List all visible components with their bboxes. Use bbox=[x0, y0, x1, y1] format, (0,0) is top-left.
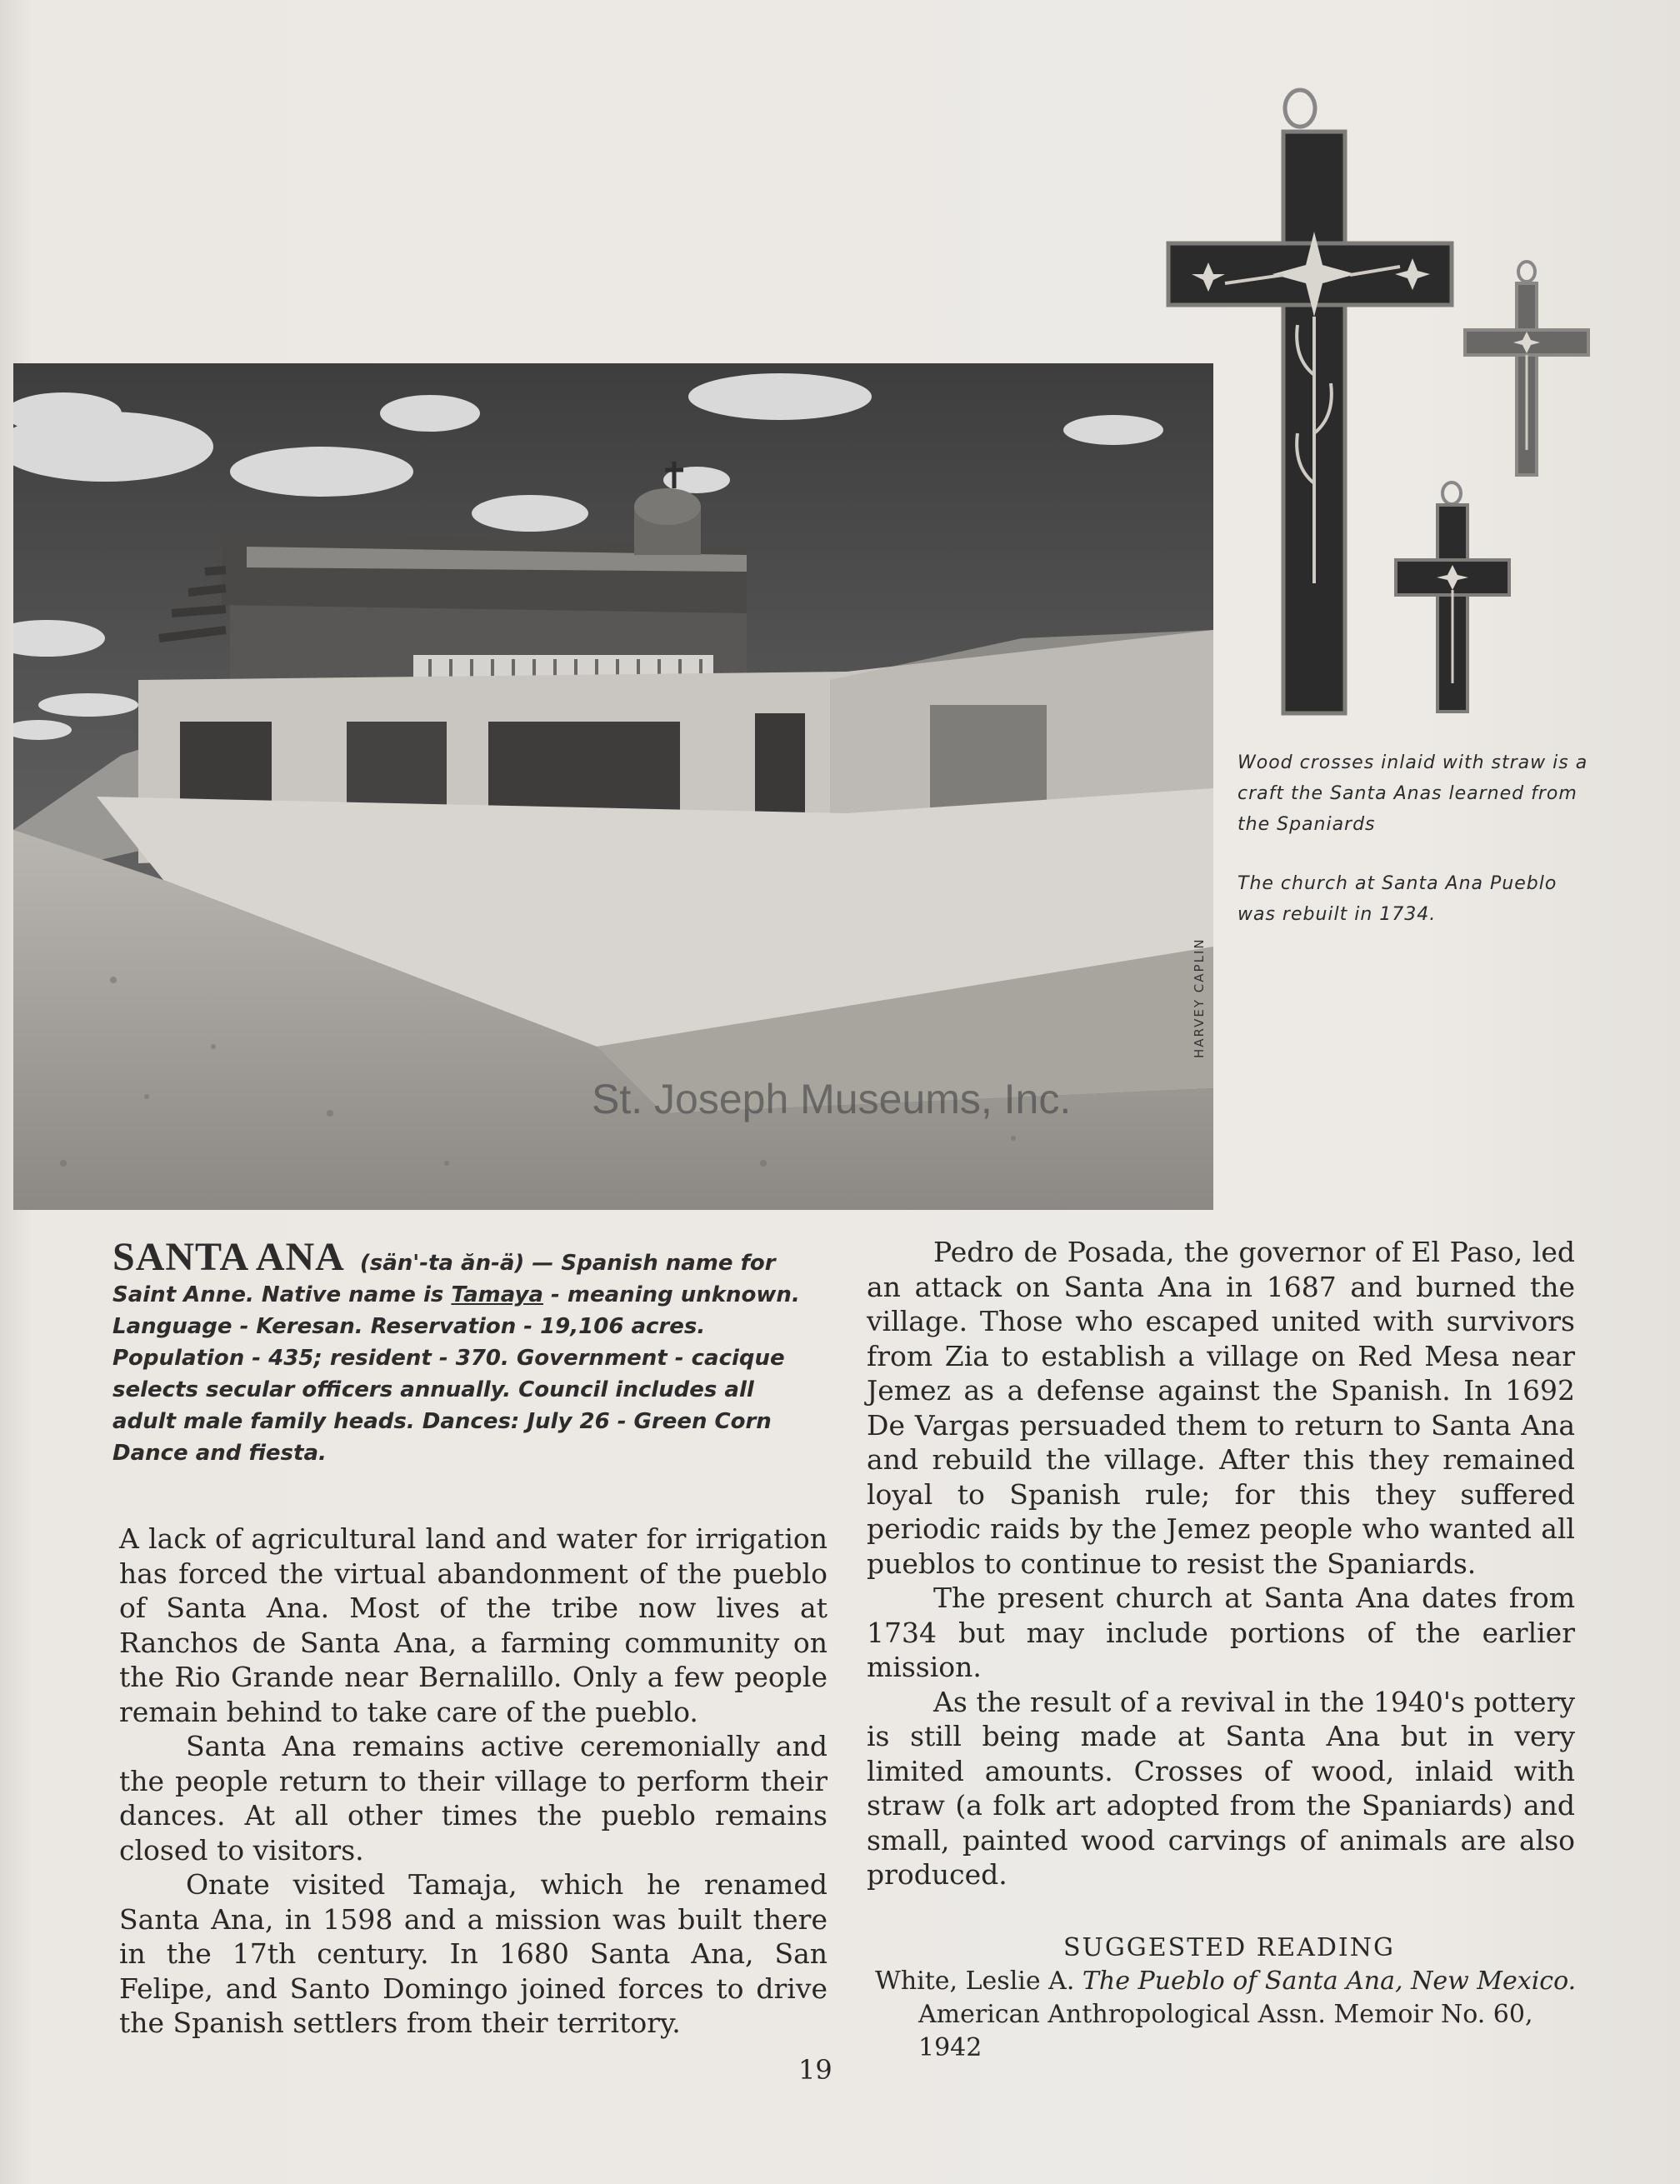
pueblo-facts-intro bbox=[112, 1235, 821, 1469]
page-number: 19 bbox=[798, 2054, 832, 2086]
paragraph: Pedro de Posada, the governor of El Paso, led an attack on Santa Ana in 1687 and burned the village. Those who escaped united with survivors from Zia to establish a village on Red Mesa near Jemez as a defense against the Spanish. In 1692 De Vargas persuaded them to return to Santa Ana and rebuild the village. After this they remained loyal to Spanish rule; for this they suffered periodic raids by the Jemez people who wanted all pueblos to continue to resist the Spaniards. bbox=[867, 1236, 1575, 1580]
intro-text-after: - meaning unknown. Language - Keresan. Reservation - 19,106 acres. Population - 435; resident - 370. Government - cacique selects secular officers annually. Council includes all adult male family heads. Dances: July 26 - Green Corn Dance and fiesta. bbox=[112, 1282, 800, 1466]
church-caption: The church at Santa Ana Pueblo was rebuilt in 1734. bbox=[1238, 873, 1558, 925]
suggested-reading bbox=[875, 1932, 1583, 2065]
left-text-column bbox=[119, 1522, 828, 2041]
reading-author: White, Leslie A. bbox=[875, 1967, 1082, 1996]
straw-inlaid-crosses-illustration bbox=[1158, 83, 1608, 733]
medium-cross-icon bbox=[1396, 482, 1509, 712]
paragraph: As the result of a revival in the 1940's pottery is still being made at Santa Ana but in very limited amounts. Crosses of wood, inlaid with straw (a folk art adopted from the Spaniards) and small, painted wood carvings of animals are also produced. bbox=[867, 1685, 1575, 1891]
large-cross-icon bbox=[1168, 90, 1452, 713]
small-cross-icon bbox=[1465, 262, 1588, 475]
paragraph: The present church at Santa Ana dates from 1734 but may include portions of the earlier mission. bbox=[867, 1582, 1575, 1683]
paragraph: A lack of agricultural land and water for irrigation has forced the virtual abandonment of the pueblo of Santa Ana. Most of the tribe now lives at Ranchos de Santa Ana, a farming community on the Rio Grande near Bernalillo. Only a few people remain behind to take care of the pueblo. bbox=[119, 1522, 828, 1728]
suggested-reading-heading: SUGGESTED READING bbox=[1063, 1933, 1395, 1962]
watermark-text: St. Joseph Museums, Inc. bbox=[592, 1076, 1072, 1122]
crosses-caption: Wood crosses inlaid with straw is a craft the Santa Anas learned from the Spaniards bbox=[1238, 752, 1588, 835]
reading-publisher: American Anthropological Assn. Memoir No. 60, 1942 bbox=[918, 2000, 1533, 2062]
right-text-column bbox=[867, 1235, 1575, 1892]
photo-credit: HARVEY CAPLIN bbox=[1192, 937, 1207, 1058]
reading-reference bbox=[875, 1965, 1583, 1998]
intro-text-before: — Spanish name for Saint Anne. Native name is bbox=[112, 1251, 776, 1307]
paragraph: Onate visited Tamaja, which he renamed Santa Ana, in 1598 and a mission was built there in the 17th century. In 1680 Santa Ana, San Felipe, and Santo Domingo joined forces to drive the Spanish settlers from their territory. bbox=[119, 1868, 828, 2039]
native-name: Tamaya bbox=[451, 1282, 543, 1307]
reading-book-title: The Pueblo of Santa Ana, New Mexico. bbox=[1082, 1967, 1577, 1996]
pueblo-title: SANTA ANA bbox=[112, 1235, 345, 1279]
pronunciation: (sän'-ta ăn-ä) bbox=[359, 1251, 525, 1276]
paragraph: Santa Ana remains active ceremonially and the people return to their village to perform their dances. At all other times the pueblo remains closed to visitors. bbox=[119, 1730, 828, 1867]
